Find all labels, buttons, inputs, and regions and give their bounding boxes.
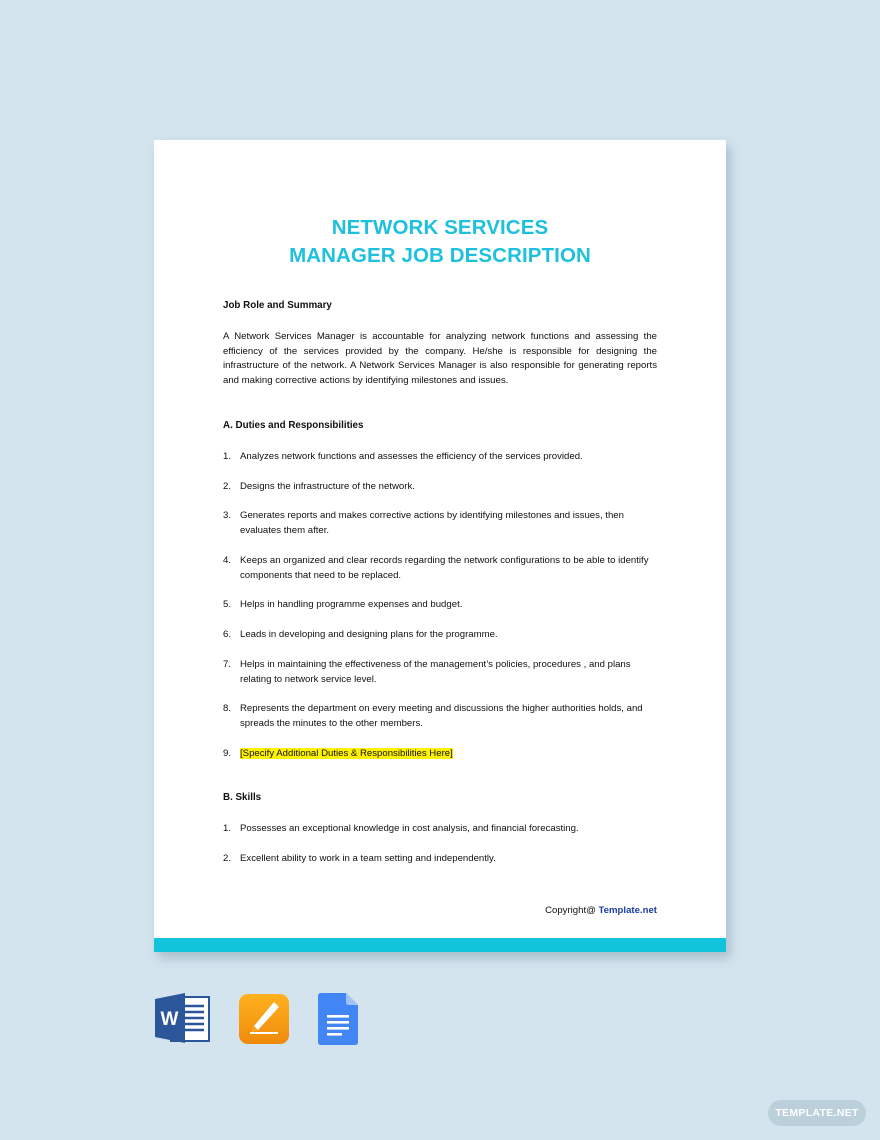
list-item — [223, 747, 657, 762]
list-item — [223, 658, 657, 687]
list-item — [223, 554, 662, 583]
list-number: 8. — [223, 703, 232, 714]
list-text: Helps in handling programme expenses and budget. — [240, 599, 463, 610]
list-text: Represents the department on every meeting and discussions the higher authorities holds, and spreads the minutes to the other members. — [240, 703, 643, 729]
skills-heading: B. Skills — [223, 792, 262, 803]
list-text: Helps in maintaining the effectiveness of the management’s policies, procedures , and plans relating to network service level. — [240, 659, 631, 685]
copyright-line — [545, 905, 657, 916]
placeholder-highlight-text[interactable]: [Specify Additional Duties & Responsibilities Here] — [240, 748, 453, 759]
list-item — [223, 628, 657, 643]
list-number: 4. — [223, 555, 232, 566]
list-text: Analyzes network functions and assesses the efficiency of the services provided. — [240, 451, 583, 462]
duties-heading: A. Duties and Responsibilities — [223, 420, 364, 431]
page-footer-bar — [154, 938, 726, 952]
list-item — [223, 702, 660, 731]
pages-icon[interactable] — [238, 993, 290, 1045]
list-text: Keeps an organized and clear records regarding the network configurations to be able to identify components that need to be replaced. — [240, 555, 649, 581]
list-text: Leads in developing and designing plans for the programme. — [240, 629, 498, 640]
copyright-prefix: Copyright@ — [545, 905, 599, 916]
list-text: Designs the infrastructure of the network. — [240, 481, 415, 492]
summary-heading: Job Role and Summary — [223, 300, 332, 311]
list-number: 1. — [223, 451, 232, 462]
list-number: 5. — [223, 599, 232, 610]
title-line-1: NETWORK SERVICES — [331, 216, 549, 239]
list-text: Possesses an exceptional knowledge in cost analysis, and financial forecasting. — [240, 823, 579, 834]
list-number: 2. — [223, 853, 232, 864]
list-number: 2. — [223, 481, 232, 492]
list-item — [223, 822, 657, 837]
svg-text:W: W — [160, 1009, 179, 1030]
list-number: 3. — [223, 510, 232, 521]
word-icon[interactable] — [155, 993, 211, 1043]
title-line-2: MANAGER JOB DESCRIPTION — [289, 244, 591, 267]
list-number: 6. — [223, 629, 232, 640]
list-number: 7. — [223, 659, 232, 670]
list-item — [223, 450, 657, 465]
template-net-watermark: TEMPLATE.NET — [768, 1100, 866, 1126]
summary-text: A Network Services Manager is accountable for analyzing network functions and assessing the efficiency of the services provided by the company. He/she is responsible for designing the infrastructure of the network. A Network Services Manager is also responsible for generating reports and making corrective actions by identifying milestones and issues. — [223, 331, 657, 386]
document-page — [154, 140, 726, 952]
google-docs-icon[interactable] — [318, 993, 358, 1045]
list-item — [223, 598, 657, 613]
template-net-link[interactable]: Template.net — [598, 905, 657, 916]
list-number: 1. — [223, 823, 232, 834]
list-item — [223, 509, 640, 538]
list-item — [223, 852, 657, 867]
list-item — [223, 480, 657, 495]
list-text: Excellent ability to work in a team setting and independently. — [240, 853, 496, 864]
document-title — [154, 214, 726, 270]
list-number: 9. — [223, 748, 232, 759]
list-text: Generates reports and makes corrective actions by identifying milestones and issues, then evaluates them after. — [240, 510, 624, 536]
